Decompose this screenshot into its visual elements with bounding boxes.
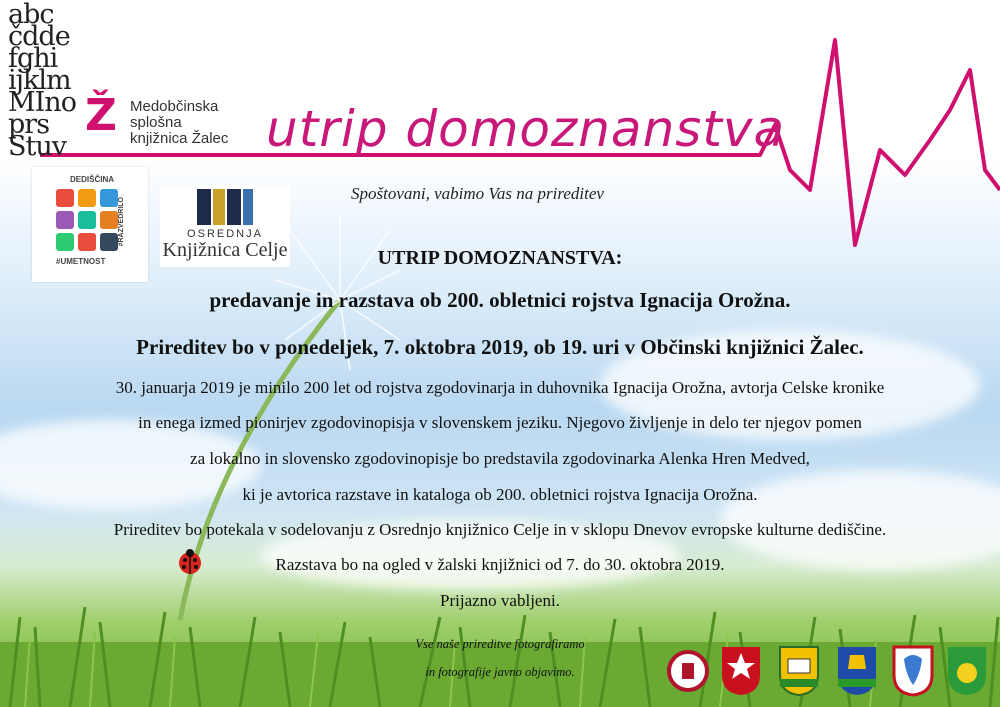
footer-line: Vse naše prireditve fotografiramo bbox=[415, 637, 585, 651]
event-title: UTRIP DOMOZNANSTVA: bbox=[377, 247, 623, 269]
logo-accent-letter: Ž bbox=[85, 90, 117, 141]
library-name-line: knjižnica Žalec bbox=[130, 130, 229, 147]
dediscina-bottom-text: #UMETNOST bbox=[56, 257, 106, 266]
brand-title: utrip domoznanstva bbox=[266, 100, 786, 158]
crest-3-icon bbox=[778, 645, 820, 697]
crest-5-icon bbox=[892, 645, 934, 697]
dediscina-title: DEDIŠČINA bbox=[70, 175, 115, 184]
celje-logo-line1: OSREDNJA bbox=[187, 228, 263, 240]
body-line: Prireditev bo potekala v sodelovanju z Osrednjo knjižnico Celje in v sklopu Dnevov evropske kulturne dediščine. bbox=[113, 520, 887, 539]
body-line: Razstava bo na ogled v žalski knjižnici od 7. do 30. oktobra 2019. bbox=[275, 555, 725, 574]
book-building-icon bbox=[195, 187, 255, 227]
crest-4-icon bbox=[836, 645, 878, 697]
event-when: Prireditev bo v ponedeljek, 7. oktobra 2019, ob 19. uri v Občinski knjižnici Žalec. bbox=[136, 335, 864, 359]
body-line: ki je avtorica razstave in kataloga ob 200. obletnici rojstva Ignacija Orožna. bbox=[242, 485, 758, 504]
footer-line: in fotografije javno objavimo. bbox=[425, 665, 575, 679]
dediscina-icon-grid bbox=[56, 189, 118, 251]
body-line: in enega izmed pionirjev zgodovinopisja v slovenskem jeziku. Njegovo življenje in delo ter njegov pomen bbox=[138, 413, 862, 432]
library-name bbox=[130, 99, 228, 147]
logo-letter-row: čdde bbox=[8, 21, 70, 52]
dediscina-side-text: #RAZVEDRILO bbox=[118, 197, 125, 247]
event-subtitle: predavanje in razstava ob 200. obletnici rojstva Ignacija Orožna. bbox=[209, 288, 791, 312]
body-line: Prijazno vabljeni. bbox=[440, 591, 560, 610]
crest-1-icon bbox=[667, 645, 709, 697]
ladybug-icon bbox=[176, 548, 204, 576]
logo-letter-row: ijklm bbox=[8, 65, 71, 96]
library-name-line: splošna bbox=[130, 114, 182, 131]
library-name-line: Medobčinska bbox=[130, 98, 219, 115]
invitation-text: Spoštovani, vabimo Vas na prireditev bbox=[351, 184, 604, 203]
crest-6-icon bbox=[946, 645, 988, 697]
body-line: za lokalno in slovensko zgodovinopisje bo predstavila zgodovinarka Alenka Hren Medved, bbox=[190, 449, 810, 468]
logo-letter-row: Stuv bbox=[8, 131, 66, 162]
library-logo bbox=[8, 0, 248, 162]
celje-logo-line2: Knjižnica Celje bbox=[162, 239, 288, 261]
crest-2-icon bbox=[720, 645, 762, 697]
logo-letter-row: prs bbox=[8, 109, 50, 140]
body-line: 30. januarja 2019 je minilo 200 let od rojstva zgodovinarja in duhovnika Ignacija Orožna, avtorja Celske kronike bbox=[115, 378, 885, 397]
logo-letter-row: fghi bbox=[8, 43, 58, 74]
logo-letter-row: abc bbox=[8, 0, 54, 30]
logo-letter-row: MIno bbox=[8, 87, 76, 118]
